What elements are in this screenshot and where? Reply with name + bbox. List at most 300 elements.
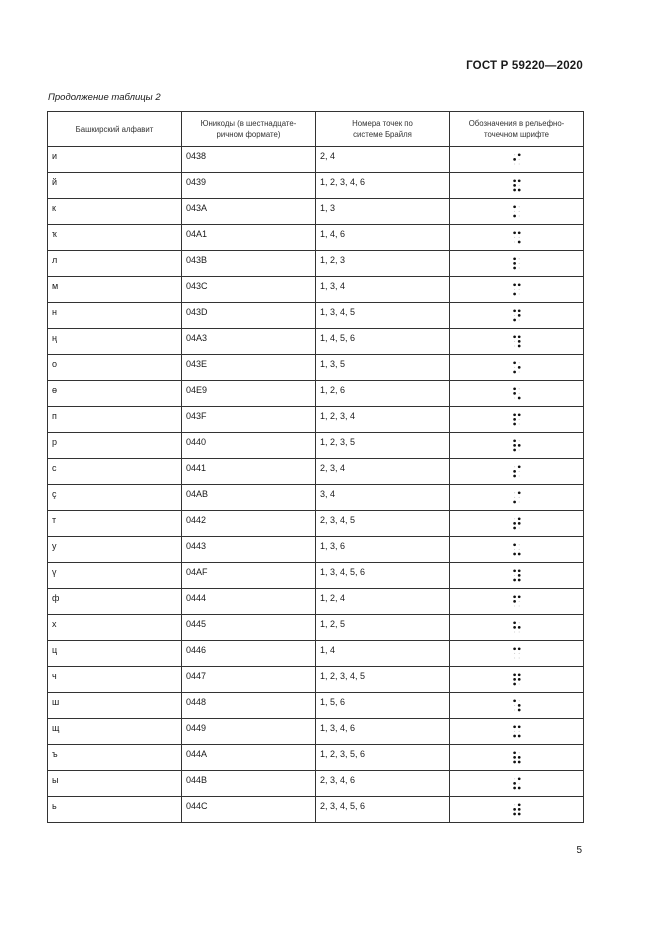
table-row [48,641,584,667]
braille-dot-flat [514,657,515,658]
unicode-code: 044C [186,801,208,811]
dot-numbers: 1, 2, 3, 5 [320,437,356,447]
braille-dot-raised [513,418,516,421]
braille-cell [513,673,521,686]
unicode-code: 04AB [186,489,209,499]
dot-numbers: 1, 2, 3, 4 [320,411,356,421]
unicode-code: 044B [186,775,208,785]
dot-numbers-cell [316,693,450,719]
braille-dot-raised [513,371,516,374]
braille-symbol-cell [450,537,584,563]
table-row [48,589,584,615]
dot-numbers: 2, 3, 4, 5, 6 [320,801,366,811]
letter-cell [48,277,182,303]
unicode-code-cell [182,537,316,563]
braille-dot-flat [514,549,515,550]
braille-dot-raised [513,267,516,270]
braille-dot-raised [513,527,516,530]
unicode-code-cell [182,745,316,771]
dot-numbers-cell [316,225,450,251]
braille-dot-raised [513,600,516,603]
braille-dot-raised [513,387,516,390]
braille-symbol-cell [450,329,584,355]
letter-cell [48,381,182,407]
braille-symbol-cell [450,641,584,667]
table-row [48,381,584,407]
braille-dot-flat [518,683,519,684]
letter: ъ [52,749,58,759]
braille-dot-raised [517,283,520,286]
braille-symbol-cell [450,693,584,719]
braille-symbol-cell [450,511,584,537]
dot-numbers: 1, 4 [320,645,336,655]
braille-dot-raised [517,314,520,317]
letter: ҡ [52,229,57,239]
braille-dot-raised [513,475,516,478]
braille-dot-raised [513,595,516,598]
braille-dot-raised [517,345,520,348]
unicode-code-cell [182,511,316,537]
braille-cell [513,335,521,348]
letter-cell [48,667,182,693]
braille-dot-raised [513,626,516,629]
unicode-code: 0442 [186,515,207,525]
letter: ч [52,671,57,681]
braille-cell [513,569,521,582]
braille-cell [513,751,521,764]
table-row [48,225,584,251]
braille-dot-raised [517,678,520,681]
dot-numbers-cell [316,355,450,381]
table-caption: Продолжение таблицы 2 [48,92,161,103]
dot-numbers: 1, 4, 6 [320,229,346,239]
unicode-code-cell [182,693,316,719]
braille-dot-flat [514,653,515,654]
braille-dot-flat [514,631,515,632]
braille-cell [513,309,521,322]
braille-dot-raised [513,543,516,546]
unicode-code-cell [182,667,316,693]
braille-dot-raised [513,678,516,681]
braille-dot-raised [513,439,516,442]
unicode-code-cell [182,771,316,797]
braille-dot-raised [517,579,520,582]
letter: щ [52,723,60,733]
letter-cell [48,771,182,797]
unicode-code-cell [182,485,316,511]
unicode-code: 043C [186,281,208,291]
unicode-code-cell [182,407,316,433]
braille-dot-raised [513,335,516,338]
braille-dot-flat [514,163,515,164]
letter: с [52,463,57,473]
letter: ç [52,489,57,499]
braille-dot-flat [514,315,515,316]
braille-dot-raised [517,673,520,676]
braille-cell [513,725,521,738]
dot-numbers: 1, 2, 5 [320,619,346,629]
unicode-code-cell [182,147,316,173]
dot-numbers-cell [316,329,450,355]
braille-dot-raised [517,777,520,780]
dot-numbers-cell [316,641,450,667]
dot-numbers-cell [316,173,450,199]
table-row [48,199,584,225]
unicode-code-cell [182,641,316,667]
braille-dot-flat [518,371,519,372]
braille-dot-raised [513,751,516,754]
letter: п [52,411,57,421]
braille-dot-raised [513,782,516,785]
dot-numbers-cell [316,251,450,277]
braille-dot-flat [518,752,519,753]
braille-dot-flat [518,362,519,363]
table-header-row [48,112,584,147]
column-header-alphabet: Башкирский алфавит [48,112,182,147]
braille-dot-flat [514,705,515,706]
dot-numbers: 1, 3, 4, 5 [320,307,356,317]
dot-numbers-cell [316,433,450,459]
braille-dot-flat [518,549,519,550]
braille-dot-raised [517,413,520,416]
table-row [48,693,584,719]
letter-cell [48,251,182,277]
letter-cell [48,407,182,433]
dot-numbers: 1, 3, 4 [320,281,346,291]
unicode-code: 043E [186,359,208,369]
braille-symbol-cell [450,381,584,407]
braille-cell [513,543,521,556]
letter: р [52,437,58,447]
braille-dot-flat [514,804,515,805]
dot-numbers-cell [316,485,450,511]
braille-dot-flat [518,731,519,732]
dot-numbers-cell [316,615,450,641]
table-row [48,329,584,355]
braille-symbol-cell [450,485,584,511]
unicode-code-cell [182,173,316,199]
dot-numbers: 1, 3 [320,203,336,213]
braille-dot-raised [513,309,516,312]
dot-numbers-cell [316,537,450,563]
braille-dot-flat [518,527,519,528]
braille-dot-flat [514,237,515,238]
braille-dot-raised [513,179,516,182]
braille-dot-flat [518,475,519,476]
dot-numbers: 1, 3, 4, 6 [320,723,356,733]
braille-dot-raised [513,683,516,686]
braille-cell [513,439,521,452]
braille-dot-raised [513,699,516,702]
braille-dot-raised [517,813,520,816]
braille-symbol-cell [450,199,584,225]
braille-cell [513,465,521,478]
table-row [48,147,584,173]
unicode-code-cell [182,433,316,459]
braille-dot-flat [518,159,519,160]
letter: ш [52,697,60,707]
braille-dot-flat [514,241,515,242]
table-row [48,563,584,589]
dot-numbers-cell [316,745,450,771]
braille-cell [513,621,521,634]
braille-dot-raised [513,808,516,811]
braille-dot-raised [513,257,516,260]
braille-dot-raised [513,725,516,728]
letter-cell [48,303,182,329]
dot-numbers-cell [316,147,450,173]
braille-dot-raised [517,366,520,369]
document-code: ГОСТ Р 59220—2020 [466,60,583,72]
braille-dot-flat [518,657,519,658]
dot-numbers-cell [316,667,450,693]
braille-cell [513,777,521,790]
braille-symbol-cell [450,771,584,797]
unicode-code: 04E9 [186,385,208,395]
braille-dot-raised [517,725,520,728]
braille-dot-raised [513,813,516,816]
unicode-code: 0445 [186,619,207,629]
braille-dot-flat [514,731,515,732]
letter-cell [48,797,182,823]
braille-dot-raised [513,787,516,790]
braille-dot-flat [518,293,519,294]
braille-cell [513,647,521,660]
unicode-code: 04A3 [186,333,208,343]
braille-symbol-cell [450,563,584,589]
letter-cell [48,173,182,199]
dot-numbers: 2, 3, 4, 6 [320,775,356,785]
unicode-code-cell [182,381,316,407]
braille-dot-flat [518,211,519,212]
braille-dot-flat [518,163,519,164]
braille-dot-raised [517,444,520,447]
braille-symbol-cell [450,589,584,615]
braille-dot-raised [513,231,516,234]
braille-dot-raised [513,569,516,572]
braille-cell [513,803,521,816]
dot-numbers-cell [316,797,450,823]
braille-dot-flat [518,601,519,602]
unicode-code: 0441 [186,463,207,473]
dot-numbers-cell [316,381,450,407]
braille-dot-raised [517,709,520,712]
braille-dot-flat [518,783,519,784]
table-row [48,303,584,329]
unicode-code: 043B [186,255,208,265]
letter-cell [48,641,182,667]
table-row [48,771,584,797]
braille-dot-raised [513,756,516,759]
braille-symbol-cell [450,407,584,433]
dot-numbers: 1, 3, 4, 5, 6 [320,567,366,577]
braille-dot-flat [518,263,519,264]
braille-dot-flat [518,419,519,420]
unicode-code-cell [182,329,316,355]
braille-symbol-cell [450,277,584,303]
dot-numbers-cell [316,407,450,433]
braille-dot-raised [517,595,520,598]
letter-cell [48,563,182,589]
unicode-code: 0446 [186,645,207,655]
braille-dot-raised [517,704,520,707]
table-row [48,667,584,693]
table-body [48,147,584,823]
braille-dot-raised [517,574,520,577]
braille-dot-flat [514,367,515,368]
braille-dot-flat [518,544,519,545]
dot-numbers-cell [316,589,450,615]
braille-dot-raised [513,361,516,364]
unicode-code: 0444 [186,593,207,603]
braille-symbol-cell [450,719,584,745]
braille-dot-raised [517,553,520,556]
dot-numbers: 1, 2, 4 [320,593,346,603]
unicode-code: 04AF [186,567,208,577]
table-row [48,719,584,745]
letter: т [52,515,57,525]
braille-symbol-cell [450,745,584,771]
braille-symbol-cell [450,797,584,823]
unicode-code: 043F [186,411,207,421]
letter: о [52,359,58,369]
braille-cell [513,595,521,608]
dot-numbers-cell [316,511,450,537]
braille-dot-flat [518,206,519,207]
table-row [48,797,584,823]
braille-dot-raised [517,241,520,244]
braille-symbol-cell [450,251,584,277]
braille-dot-flat [514,154,515,155]
dot-numbers: 1, 2, 3 [320,255,346,265]
braille-dot-raised [517,340,520,343]
letter: ф [52,593,60,603]
unicode-code-cell [182,225,316,251]
braille-dot-flat [514,605,515,606]
braille-dot-raised [517,397,520,400]
braille-dot-raised [517,335,520,338]
unicode-code: 0443 [186,541,207,551]
braille-dot-raised [517,189,520,192]
braille-dot-flat [514,345,515,346]
unicode-code: 0438 [186,151,207,161]
unicode-code-cell [182,303,316,329]
table-row [48,355,584,381]
braille-dot-flat [518,653,519,654]
braille-symbol-cell [450,667,584,693]
unicode-code-cell [182,563,316,589]
braille-dot-raised [513,413,516,416]
braille-dot-raised [513,205,516,208]
braille-symbol-cell [450,355,584,381]
column-header-unicode: Юникоды (в шестнадцате-ричном формате) [182,112,316,147]
braille-dot-raised [513,319,516,322]
letter: м [52,281,59,291]
braille-dot-raised [513,673,516,676]
column-header-braille-symbol: Обозначения в рельефно-точечном шрифте [450,112,584,147]
braille-dot-flat [518,258,519,259]
braille-dot-raised [517,787,520,790]
letter: и [52,151,58,161]
braille-dot-flat [514,211,515,212]
braille-dot-flat [518,423,519,424]
braille-dot-raised [517,569,520,572]
column-header-dot-numbers: Номера точек по системе Брайля [316,112,450,147]
unicode-code: 0447 [186,671,207,681]
braille-symbol-cell [450,433,584,459]
letter-cell [48,537,182,563]
braille-dot-raised [513,392,516,395]
letter: ү [52,567,57,577]
braille-dot-flat [514,289,515,290]
braille-dot-flat [518,631,519,632]
braille-dot-flat [518,388,519,389]
table-row [48,433,584,459]
braille-symbol-cell [450,225,584,251]
table-row [48,459,584,485]
braille-cell [513,257,521,270]
braille-dot-raised [513,189,516,192]
braille-dot-flat [514,778,515,779]
braille-dot-raised [513,579,516,582]
braille-dot-raised [517,735,520,738]
braille-symbol-cell [450,147,584,173]
unicode-code: 04A1 [186,229,208,239]
braille-dot-flat [514,341,515,342]
dot-numbers: 1, 2, 3, 4, 5 [320,671,366,681]
braille-dot-raised [513,449,516,452]
braille-dot-flat [514,518,515,519]
table-row [48,745,584,771]
braille-cell [513,491,521,504]
letter: ь [52,801,57,811]
braille-cell [513,153,521,166]
letter: л [52,255,58,265]
dot-numbers: 1, 2, 3, 5, 6 [320,749,366,759]
braille-dot-flat [514,497,515,498]
unicode-code: 0440 [186,437,207,447]
braille-dot-flat [518,501,519,502]
unicode-code-cell [182,251,316,277]
braille-dot-raised [513,553,516,556]
braille-dot-raised [513,522,516,525]
braille-dot-flat [514,575,515,576]
unicode-code: 0448 [186,697,207,707]
letter-cell [48,511,182,537]
braille-dot-raised [517,522,520,525]
dot-numbers: 1, 2, 6 [320,385,346,395]
unicode-code-cell [182,589,316,615]
table-row [48,537,584,563]
braille-dot-flat [518,700,519,701]
braille-dot-flat [518,440,519,441]
braille-dot-flat [518,471,519,472]
unicode-code: 0439 [186,177,207,187]
braille-dot-raised [513,184,516,187]
braille-dot-raised [513,647,516,650]
dot-numbers-cell [316,771,450,797]
letter-cell [48,485,182,511]
braille-dot-raised [517,465,520,468]
braille-dot-raised [513,283,516,286]
braille-dot-raised [513,735,516,738]
dot-numbers-cell [316,719,450,745]
letter: х [52,619,57,629]
braille-dot-raised [517,153,520,156]
braille-dot-flat [514,466,515,467]
unicode-code: 043D [186,307,208,317]
braille-dot-flat [518,237,519,238]
